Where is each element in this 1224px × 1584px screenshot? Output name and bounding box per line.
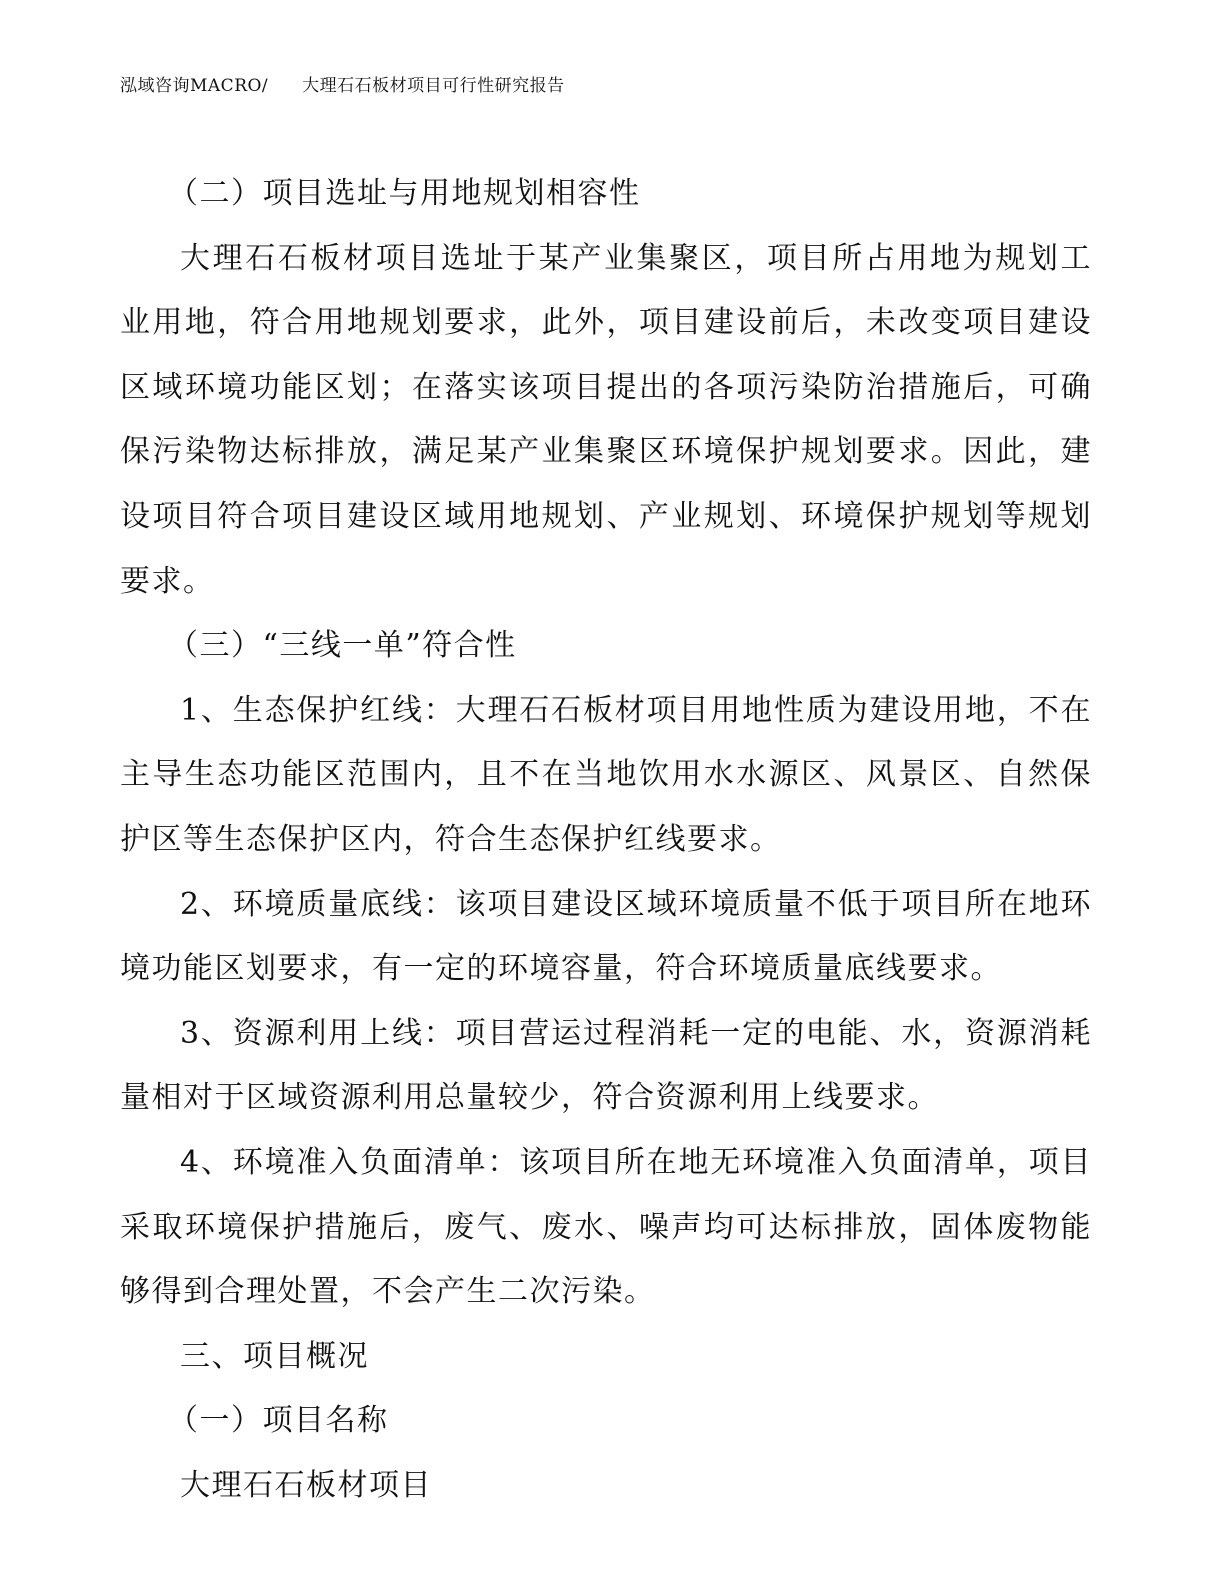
document-body	[120, 162, 1092, 1518]
paragraph-negative-list: 4、环境准入负面清单：该项目所在地无环境准入负面清单，项目采取环境保护措施后，废气、废水、噪声均可达标排放，固体废物能够得到合理处置，不会产生二次污染。	[120, 1144, 1092, 1310]
paragraph-site-compatibility: 大理石石板材项目选址于某产业集聚区，项目所占用地为规划工业用地，符合用地规划要求，此外，项目建设前后，未改变项目建设区域环境功能区划；在落实该项目提出的各项污染防治措施后，可确保污染物达标排放，满足某产业集聚区环境保护规划要求。因此，建设项目符合项目建设区域用地规划、产业规划、环境保护规划等规划要求。	[120, 240, 1092, 599]
section-heading-site-compatibility: （二）项目选址与用地规划相容性	[168, 176, 641, 211]
header-document-title: 大理石石板材项目可行性研究报告	[302, 76, 565, 96]
page-header	[120, 74, 565, 98]
paragraph-resource-utilization-cap: 3、资源利用上线：项目营运过程消耗一定的电能、水，资源消耗量相对于区域资源利用总量较少，符合资源利用上线要求。	[120, 1015, 1092, 1116]
paragraph-environmental-quality-baseline: 2、环境质量底线：该项目建设区域环境质量不低于项目所在地环境功能区划要求，有一定的环境容量，符合环境质量底线要求。	[120, 886, 1092, 987]
section-heading-project-name: （一）项目名称	[168, 1403, 389, 1439]
section-heading-three-lines-one-list: （三）“三线一单”符合性	[168, 628, 517, 664]
header-brand: 泓域咨询MACRO/	[120, 76, 269, 96]
paragraph-ecological-red-line: 1、生态保护红线：大理石石板材项目用地性质为建设用地，不在主导生态功能区范围内，且不在当地饮用水水源区、风景区、自然保护区等生态保护区内，符合生态保护红线要求。	[120, 692, 1092, 857]
paragraph-project-name: 大理石石板材项目	[180, 1467, 432, 1503]
chapter-heading-project-overview: 三、项目概况	[180, 1338, 369, 1374]
